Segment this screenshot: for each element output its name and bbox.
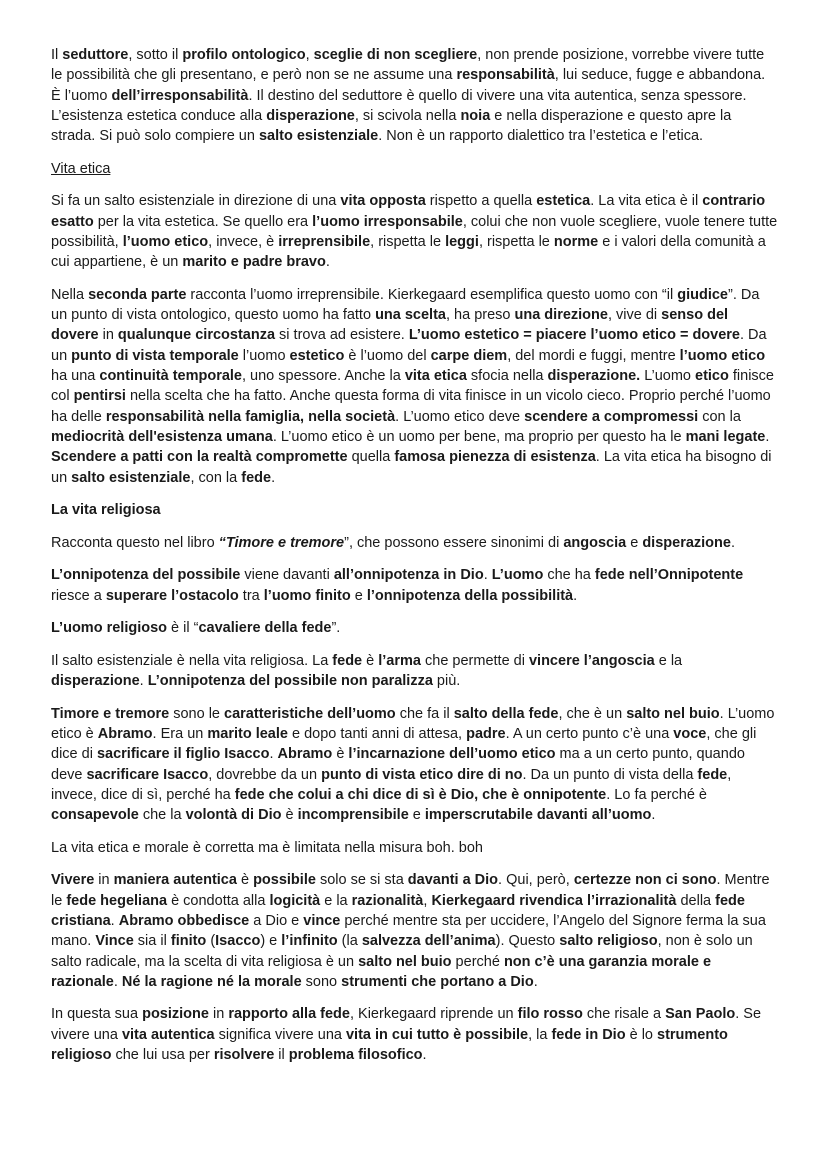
- text-run: .: [483, 567, 492, 584]
- text-run-bold: disperazione: [642, 534, 731, 551]
- text-run-bold: l’onnipotenza della possibilità: [366, 587, 574, 604]
- paragraph: [51, 618, 778, 638]
- text-run: è: [332, 746, 349, 763]
- text-run-bold: incomprensibile: [297, 807, 409, 824]
- text-run-bold: estetico: [289, 347, 345, 364]
- text-run: quella: [347, 449, 395, 466]
- text-run: perché mentre sta per uccidere, l’Angelo del Signore ferma la sua mano.: [51, 912, 766, 950]
- paragraph: [51, 704, 778, 826]
- text-run: nella scelta che ha fatto. Anche questa forma di vita finisce in un vicolo cieco. Proprio perché l’uomo ha delle: [51, 388, 771, 425]
- text-run-bold: filo rosso: [517, 1006, 583, 1023]
- text-run: e: [626, 534, 643, 551]
- text-run-bold: una direzione: [514, 307, 608, 324]
- paragraph: [51, 651, 778, 692]
- text-run: e la: [654, 652, 683, 669]
- text-run: ”. Da un punto di vista ontologico, questo uomo ha fatto: [51, 286, 760, 324]
- text-run: , vive di: [607, 307, 662, 324]
- text-run-bold: l’uomo irresponsabile: [312, 213, 463, 230]
- text-run: sia il: [133, 933, 171, 950]
- paragraph: [51, 1004, 778, 1065]
- text-run-bold: fede nell’Onnipotente: [594, 567, 744, 584]
- text-run-bold: pentirsi: [73, 388, 126, 405]
- text-run: . L’uomo etico deve: [395, 408, 525, 425]
- text-run: .: [422, 1047, 427, 1064]
- text-run: ,: [305, 47, 314, 63]
- text-run-bold: disperazione.: [547, 368, 641, 385]
- paragraph: [51, 565, 778, 606]
- text-run-bold: mediocrità dell'esistenza umana: [51, 428, 273, 445]
- text-run-bold: l’arma: [378, 652, 421, 669]
- text-run: .: [139, 673, 148, 690]
- text-run: . Lo fa perché è: [606, 786, 707, 803]
- text-run: L’uomo: [640, 368, 696, 385]
- text-run-bold: famosa pienezza di esistenza: [394, 449, 596, 466]
- text-run: , la: [528, 1026, 552, 1043]
- text-run: .: [730, 534, 735, 551]
- text-run: e i valori della comunità a cui appartiene, è un: [51, 233, 766, 271]
- text-run-bold: etico: [695, 368, 729, 385]
- text-run: è: [236, 872, 254, 889]
- text-run-bold: fede: [241, 469, 272, 486]
- text-run: . Da un punto di vista della: [522, 766, 698, 783]
- text-run: della: [676, 892, 716, 909]
- text-run: . L’uomo etico è un uomo per bene, ma proprio per questo ha le: [272, 428, 686, 445]
- text-run: . A un certo punto c’è una: [505, 725, 674, 742]
- section-heading: Vita etica: [51, 160, 111, 177]
- text-run-bold: L’uomo: [491, 567, 544, 584]
- text-run: , lui seduce, fugge e abbandona. È l’uomo: [51, 67, 766, 104]
- text-run-bold: responsabilità nella famiglia, nella società: [105, 408, 396, 425]
- text-run: rispetto a quella: [425, 193, 537, 210]
- text-run-bold: L’onnipotenza del possibile non paralizza: [147, 673, 433, 690]
- text-run-bold: Né la ragione né la morale: [121, 973, 302, 990]
- text-run: Racconta questo nel libro: [51, 534, 219, 551]
- text-run-bold: continuità temporale: [99, 368, 242, 385]
- text-run: , non è solo un salto radicale, ma la scelta di vita religiosa è un: [51, 933, 753, 970]
- text-run-bold: consapevole: [51, 807, 139, 824]
- text-run: che fa il: [395, 705, 454, 722]
- text-run: che permette di: [420, 652, 529, 669]
- text-run-bold: davanti a Dio: [407, 872, 499, 889]
- text-run: l’uomo: [238, 347, 290, 364]
- text-run-bold: noia: [460, 107, 491, 124]
- text-run-bold: Timore e tremore: [51, 705, 170, 722]
- text-run-bold: seconda parte: [88, 286, 187, 303]
- text-run: sono: [301, 973, 342, 990]
- text-run-bold: dell’irresponsabilità: [111, 87, 249, 104]
- text-run: e la: [320, 892, 352, 909]
- text-run: che la: [138, 807, 186, 824]
- text-run-bold: disperazione: [266, 107, 355, 124]
- text-run-bold: l’infinito: [281, 933, 338, 950]
- text-run: si trova ad esistere.: [275, 327, 409, 344]
- text-run-bold: mani legate: [685, 428, 766, 445]
- text-run-bold: vita opposta: [340, 193, 426, 210]
- text-run-bold: salto della fede: [453, 705, 559, 722]
- text-run-bold: L’uomo religioso: [51, 620, 168, 637]
- text-run: .: [271, 469, 276, 486]
- text-run-bold: rapporto alla fede: [228, 1006, 350, 1023]
- text-run: ) e: [260, 933, 282, 950]
- text-run: è il “: [167, 620, 199, 637]
- text-run-bold: cavaliere della fede: [198, 620, 332, 637]
- text-run-bold: all’onnipotenza in Dio: [333, 567, 484, 584]
- text-run: .: [113, 973, 122, 990]
- text-run-bold: L’uomo estetico = piacere l’uomo etico = dovere: [408, 327, 740, 344]
- text-run: ). Questo: [495, 933, 560, 950]
- text-run-bold: caratteristiche dell’uomo: [224, 705, 396, 722]
- text-run: . Se vivere una: [51, 1006, 762, 1043]
- text-run-bold: punto di vista temporale: [71, 347, 239, 364]
- paragraph: [51, 533, 778, 553]
- text-run-bold: l’uomo finito: [263, 587, 351, 604]
- text-run: ,: [423, 892, 432, 909]
- text-run-bold: sceglie di non scegliere: [313, 47, 478, 63]
- text-run: La vita etica e morale è corretta ma è limitata nella misura boh. boh: [51, 839, 483, 856]
- text-run-bold: salvezza dell’anima: [361, 933, 496, 950]
- text-run-bold: leggi: [445, 233, 479, 250]
- text-run-bold: vince: [303, 912, 341, 929]
- text-run: in: [94, 872, 114, 889]
- text-run-bold: strumenti che portano a Dio: [341, 973, 534, 990]
- text-run-bold: scendere a compromessi: [524, 408, 699, 425]
- text-run: . L’uomo etico è: [51, 705, 775, 742]
- text-run-bold: logicità: [269, 892, 321, 909]
- text-run: è: [281, 807, 298, 824]
- text-run-bold: profilo ontologico: [182, 47, 306, 63]
- text-run-bold: superare l’ostacolo: [105, 587, 239, 604]
- text-run-bold: Abramo: [277, 746, 333, 763]
- text-run: . Qui, però,: [498, 872, 574, 889]
- text-run-bold: posizione: [142, 1006, 209, 1023]
- text-run-bold: certezze non ci sono: [573, 872, 717, 889]
- text-run-bold: vincere l’angoscia: [528, 652, 655, 669]
- text-run: (la: [337, 933, 362, 950]
- paragraph: [51, 191, 778, 272]
- text-run-bold: contrario esatto: [51, 193, 766, 230]
- text-run-bold: marito leale: [207, 725, 288, 742]
- text-run: il: [274, 1047, 289, 1064]
- text-run-bold: razionalità: [351, 892, 424, 909]
- text-run-bold: una scelta: [375, 307, 446, 324]
- text-run: , colui che non vuole scegliere, vuole tenere tutte possibilità,: [51, 213, 778, 250]
- text-run-bold: voce: [673, 725, 707, 742]
- text-run: .: [765, 428, 770, 445]
- text-run-bold: giudice: [677, 286, 728, 303]
- text-run: che ha: [543, 567, 595, 584]
- text-run: . Il destino del seduttore è quello di vivere una vita autentica, senza spessore. L’esistenza estetica conduce alla: [51, 87, 747, 124]
- text-run-bold: San Paolo: [665, 1006, 736, 1023]
- text-run: .: [325, 254, 330, 271]
- paragraph: [51, 870, 778, 992]
- text-run-bold: Abramo obbedisce: [118, 912, 250, 929]
- text-run: , uno spessore. Anche la: [242, 368, 405, 385]
- text-run-bold: seduttore: [62, 47, 129, 63]
- text-run-bold: padre: [466, 725, 506, 742]
- text-run: a Dio e: [249, 912, 304, 929]
- text-run: e: [408, 807, 425, 824]
- text-run-bold: fede cristiana: [51, 892, 745, 929]
- text-run-bold: volontà di Dio: [185, 807, 282, 824]
- text-run-bold-italic: “Timore e tremore: [218, 534, 345, 551]
- text-run-bold: Kierkegaard rivendica l’irrazionalità: [431, 892, 677, 909]
- text-run-bold: punto di vista etico dire di no: [321, 766, 523, 783]
- text-run-bold: salto esistenziale: [71, 469, 191, 486]
- text-run-bold: Isacco: [215, 933, 261, 950]
- text-run-bold: strumento religioso: [51, 1026, 728, 1064]
- text-run-bold: finito: [170, 933, 207, 950]
- text-run: , del mordi e fuggi, mentre: [507, 347, 680, 364]
- text-run-bold: vita autentica: [121, 1026, 215, 1043]
- text-run: solo se si sta: [315, 872, 408, 889]
- text-run: Il salto esistenziale è nella vita religiosa. La: [51, 652, 333, 669]
- text-run: finisce col: [51, 368, 774, 405]
- text-run: . Da un: [51, 327, 767, 364]
- text-run: ”, che possono essere sinonimi di: [344, 534, 564, 551]
- text-run: , dovrebbe da un: [208, 766, 322, 783]
- text-run: viene davanti: [240, 567, 334, 584]
- text-run: e dopo tanti anni di attesa,: [287, 725, 467, 742]
- text-run: In questa sua: [51, 1006, 143, 1023]
- text-run: racconta l’uomo irreprensibile. Kierkegaard esemplifica questo uomo con “il: [186, 286, 678, 303]
- text-run-bold: senso del dovere: [51, 307, 729, 344]
- text-run: in: [98, 327, 118, 344]
- text-run-bold: marito e padre bravo: [182, 254, 326, 271]
- text-run: è condotta alla: [167, 892, 270, 909]
- text-run: .: [533, 973, 538, 990]
- text-run-bold: sacrificare il figlio Isacco: [96, 746, 270, 763]
- text-run: , rispetta le: [370, 233, 446, 250]
- text-run: tra: [238, 587, 264, 604]
- text-run: ma a un certo punto, quando deve: [51, 746, 745, 783]
- text-run-bold: Vivere: [51, 872, 95, 889]
- text-run-bold: disperazione: [51, 673, 140, 690]
- text-run: che risale a: [582, 1006, 666, 1023]
- text-run-bold: l’uomo etico: [679, 347, 766, 364]
- text-run-bold: imperscrutabile davanti all’uomo: [424, 807, 652, 824]
- text-run-bold: possibile: [253, 872, 316, 889]
- text-run: (: [206, 933, 216, 950]
- text-run: Nella: [51, 286, 89, 303]
- text-run: , invece, dice di sì, perché ha: [51, 766, 732, 803]
- text-run-bold: norme: [553, 233, 599, 250]
- text-run: è: [362, 652, 379, 669]
- text-run: . Era un: [152, 725, 208, 742]
- text-run-bold: l’incarnazione dell’uomo etico: [348, 746, 556, 763]
- text-run: più.: [432, 673, 461, 690]
- text-run: .: [110, 912, 119, 929]
- text-run-bold: sacrificare Isacco: [86, 766, 209, 783]
- text-run: perché: [451, 953, 504, 970]
- text-run: è l’uomo del: [344, 347, 431, 364]
- text-run-bold: risolvere: [213, 1047, 275, 1064]
- text-run-bold: qualunque circostanza: [117, 327, 276, 344]
- text-run-bold: vita in cui tutto è possibile: [345, 1026, 529, 1043]
- text-run-bold: irreprensibile: [278, 233, 371, 250]
- text-run: , si scivola nella: [354, 107, 461, 124]
- text-run: . La vita etica è il: [590, 193, 703, 210]
- text-run: ha una: [51, 368, 100, 385]
- text-run-bold: fede: [697, 766, 728, 783]
- paragraph: [51, 838, 778, 858]
- section-heading: La vita religiosa: [51, 502, 161, 519]
- text-run: e: [350, 587, 367, 604]
- text-run: , Kierkegaard riprende un: [349, 1006, 518, 1023]
- text-run-bold: estetica: [536, 193, 591, 210]
- text-run: Il: [51, 47, 63, 63]
- text-run: ”.: [331, 620, 341, 637]
- text-run-bold: maniera autentica: [113, 872, 237, 889]
- text-run: , ha preso: [445, 307, 515, 324]
- paragraph: [51, 285, 778, 488]
- text-run: e nella disperazione e questo apre la strada. Si può solo compiere un: [51, 107, 732, 145]
- text-run: . Non è un rapporto dialettico tra l’estetica e l’etica.: [378, 128, 704, 145]
- text-run-bold: salto esistenziale: [258, 128, 379, 145]
- text-run-bold: fede: [332, 652, 363, 669]
- text-run: in: [208, 1006, 229, 1023]
- paragraph: [51, 45, 778, 146]
- text-run: per la vita estetica. Se quello era: [93, 213, 313, 230]
- text-run: riesce a: [51, 587, 106, 604]
- text-run: che lui usa per: [111, 1047, 214, 1064]
- text-run: , che gli dice di: [51, 725, 757, 763]
- text-run: con la: [698, 408, 741, 425]
- text-run: .: [269, 746, 278, 763]
- text-run-bold: salto nel buio: [626, 705, 720, 722]
- text-run: , che è un: [558, 705, 627, 722]
- text-run: .: [573, 587, 578, 604]
- text-run-bold: non c’è una garanzia morale e razionale: [51, 953, 712, 990]
- text-run: , con la: [190, 469, 242, 486]
- text-run: è lo: [625, 1026, 658, 1043]
- text-run-bold: carpe diem: [430, 347, 508, 364]
- text-run: . Mentre le: [51, 872, 770, 909]
- text-run: , sotto il: [128, 47, 183, 63]
- text-run: , invece, è: [208, 233, 279, 250]
- text-run: , non prende posizione, vorrebbe vivere tutte le possibilità che gli presentano, e però non se ne assume una: [51, 47, 765, 84]
- text-run: significa vivere una: [214, 1026, 346, 1043]
- text-run-bold: salto nel buio: [358, 953, 452, 970]
- text-run-bold: angoscia: [563, 534, 627, 551]
- text-run: sono le: [169, 705, 225, 722]
- text-run-bold: vita etica: [404, 368, 467, 385]
- text-run: sfocia nella: [466, 368, 548, 385]
- text-run-bold: salto religioso: [559, 933, 658, 950]
- text-run-bold: problema filosofico: [288, 1047, 423, 1064]
- text-run-bold: fede hegeliana: [66, 892, 168, 909]
- text-run-bold: Scendere a patti con la realtà compromette: [51, 449, 348, 466]
- text-run-bold: Vince: [95, 933, 134, 950]
- text-run: , rispetta le: [478, 233, 554, 250]
- text-run-bold: l’uomo etico: [122, 233, 209, 250]
- text-run-bold: fede che colui a chi dice di sì è Dio, che è onnipotente: [234, 786, 607, 803]
- text-run-bold: responsabilità: [456, 67, 555, 84]
- text-run-bold: L’onnipotenza del possibile: [51, 567, 241, 584]
- text-run-bold: [219, 535, 344, 551]
- text-run: Si fa un salto esistenziale in direzione di una: [51, 193, 341, 210]
- text-run: .: [651, 807, 656, 824]
- text-run-bold: Abramo: [97, 725, 153, 742]
- text-run-bold: fede in Dio: [551, 1026, 626, 1043]
- text-run: . La vita etica ha bisogno di un: [51, 449, 772, 486]
